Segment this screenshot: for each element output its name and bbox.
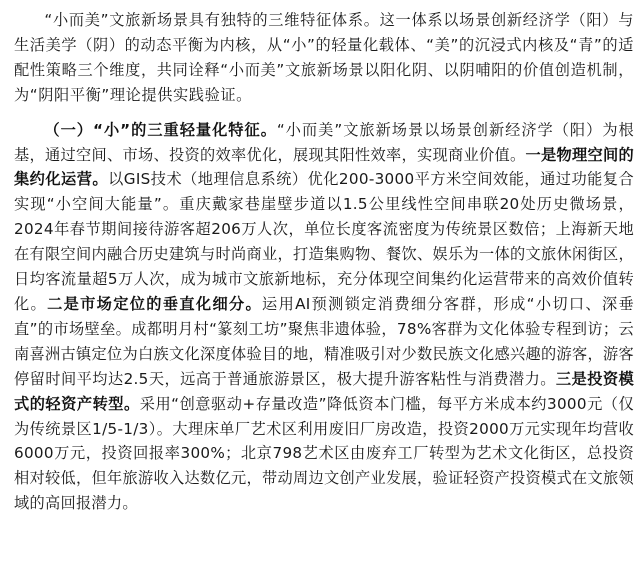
point-three-body: 采用“创意驱动+存量改造”降低资本门槛，每平方米成本约3000元（仅为传统景区1/5-1/3）。大理床单厂艺术区利用废旧厂房改造，投资2000万元实现年均营收6000万元，投资回报率300%；北京798艺术区由废弃工厂转型为艺术文化街区，总投资相对较低，但年旅游收入达数亿元，带动周边文创产业发展，验证轻资产投资模式在文旅领域的高回报潜力。 [14, 394, 635, 513]
point-two-title: 二是市场定位的垂直化细分。 [47, 294, 263, 313]
section-one-paragraph [14, 118, 634, 517]
point-one-body: 以GIS技术（地理信息系统）优化200-3000平方米空间效能，通过功能复合实现“小空间大能量”。重庆戴家巷崖壁步道以1.5公里线性空间串联20处历史微场景，2024年春节期间接待游客超206万人次，单位长度客流密度为传统景区数倍；上海新天地在有限空间内融合历史建筑与时尚商业，打造集购物、餐饮、娱乐为一体的文旅休闲街区，日均客流量超5万人次，成为城市文旅新地标，充分体现空间集约化运营带来的高效价值转化。 [14, 170, 634, 313]
intro-text: “小而美”文旅新场景具有独特的三维特征体系。这一体系以场景创新经济学（阳）与生活美学（阴）的动态平衡为内核，从“小”的轻量化载体、“美”的沉浸式内核及“青”的适配性策略三个维度，共同诠释“小而美”文旅新场景以阳化阴、以阴哺阳的价值创造机制，为“阴阳平衡”理论提供实践验证。 [14, 11, 634, 104]
point-three-title: 三是投资模式的轻资产转型。 [14, 369, 635, 413]
point-one-title: 一是物理空间的集约化运营。 [14, 145, 634, 189]
section-lead: “小而美”文旅新场景以场景创新经济学（阳）为根基，通过空间、市场、投资的效率优化，展现其阳性效率，实现商业价值。 [14, 120, 634, 164]
section-heading: （一）“小”的三重轻量化特征。 [44, 120, 277, 139]
intro-paragraph [14, 8, 634, 108]
point-two-body: 运用AI预测锁定消费细分客群，形成“小切口、深垂直”的市场壁垒。成都明月村“篆刻工坊”聚焦非遗体验，78%客群为文化体验专程到访；云南喜洲古镇定位为白族文化深度体验目的地，精准吸引对少数民族文化感兴趣的游客，游客停留时间平均达2.5天，远高于普通旅游景区，极大提升游客粘性与消费潜力。 [14, 294, 634, 388]
